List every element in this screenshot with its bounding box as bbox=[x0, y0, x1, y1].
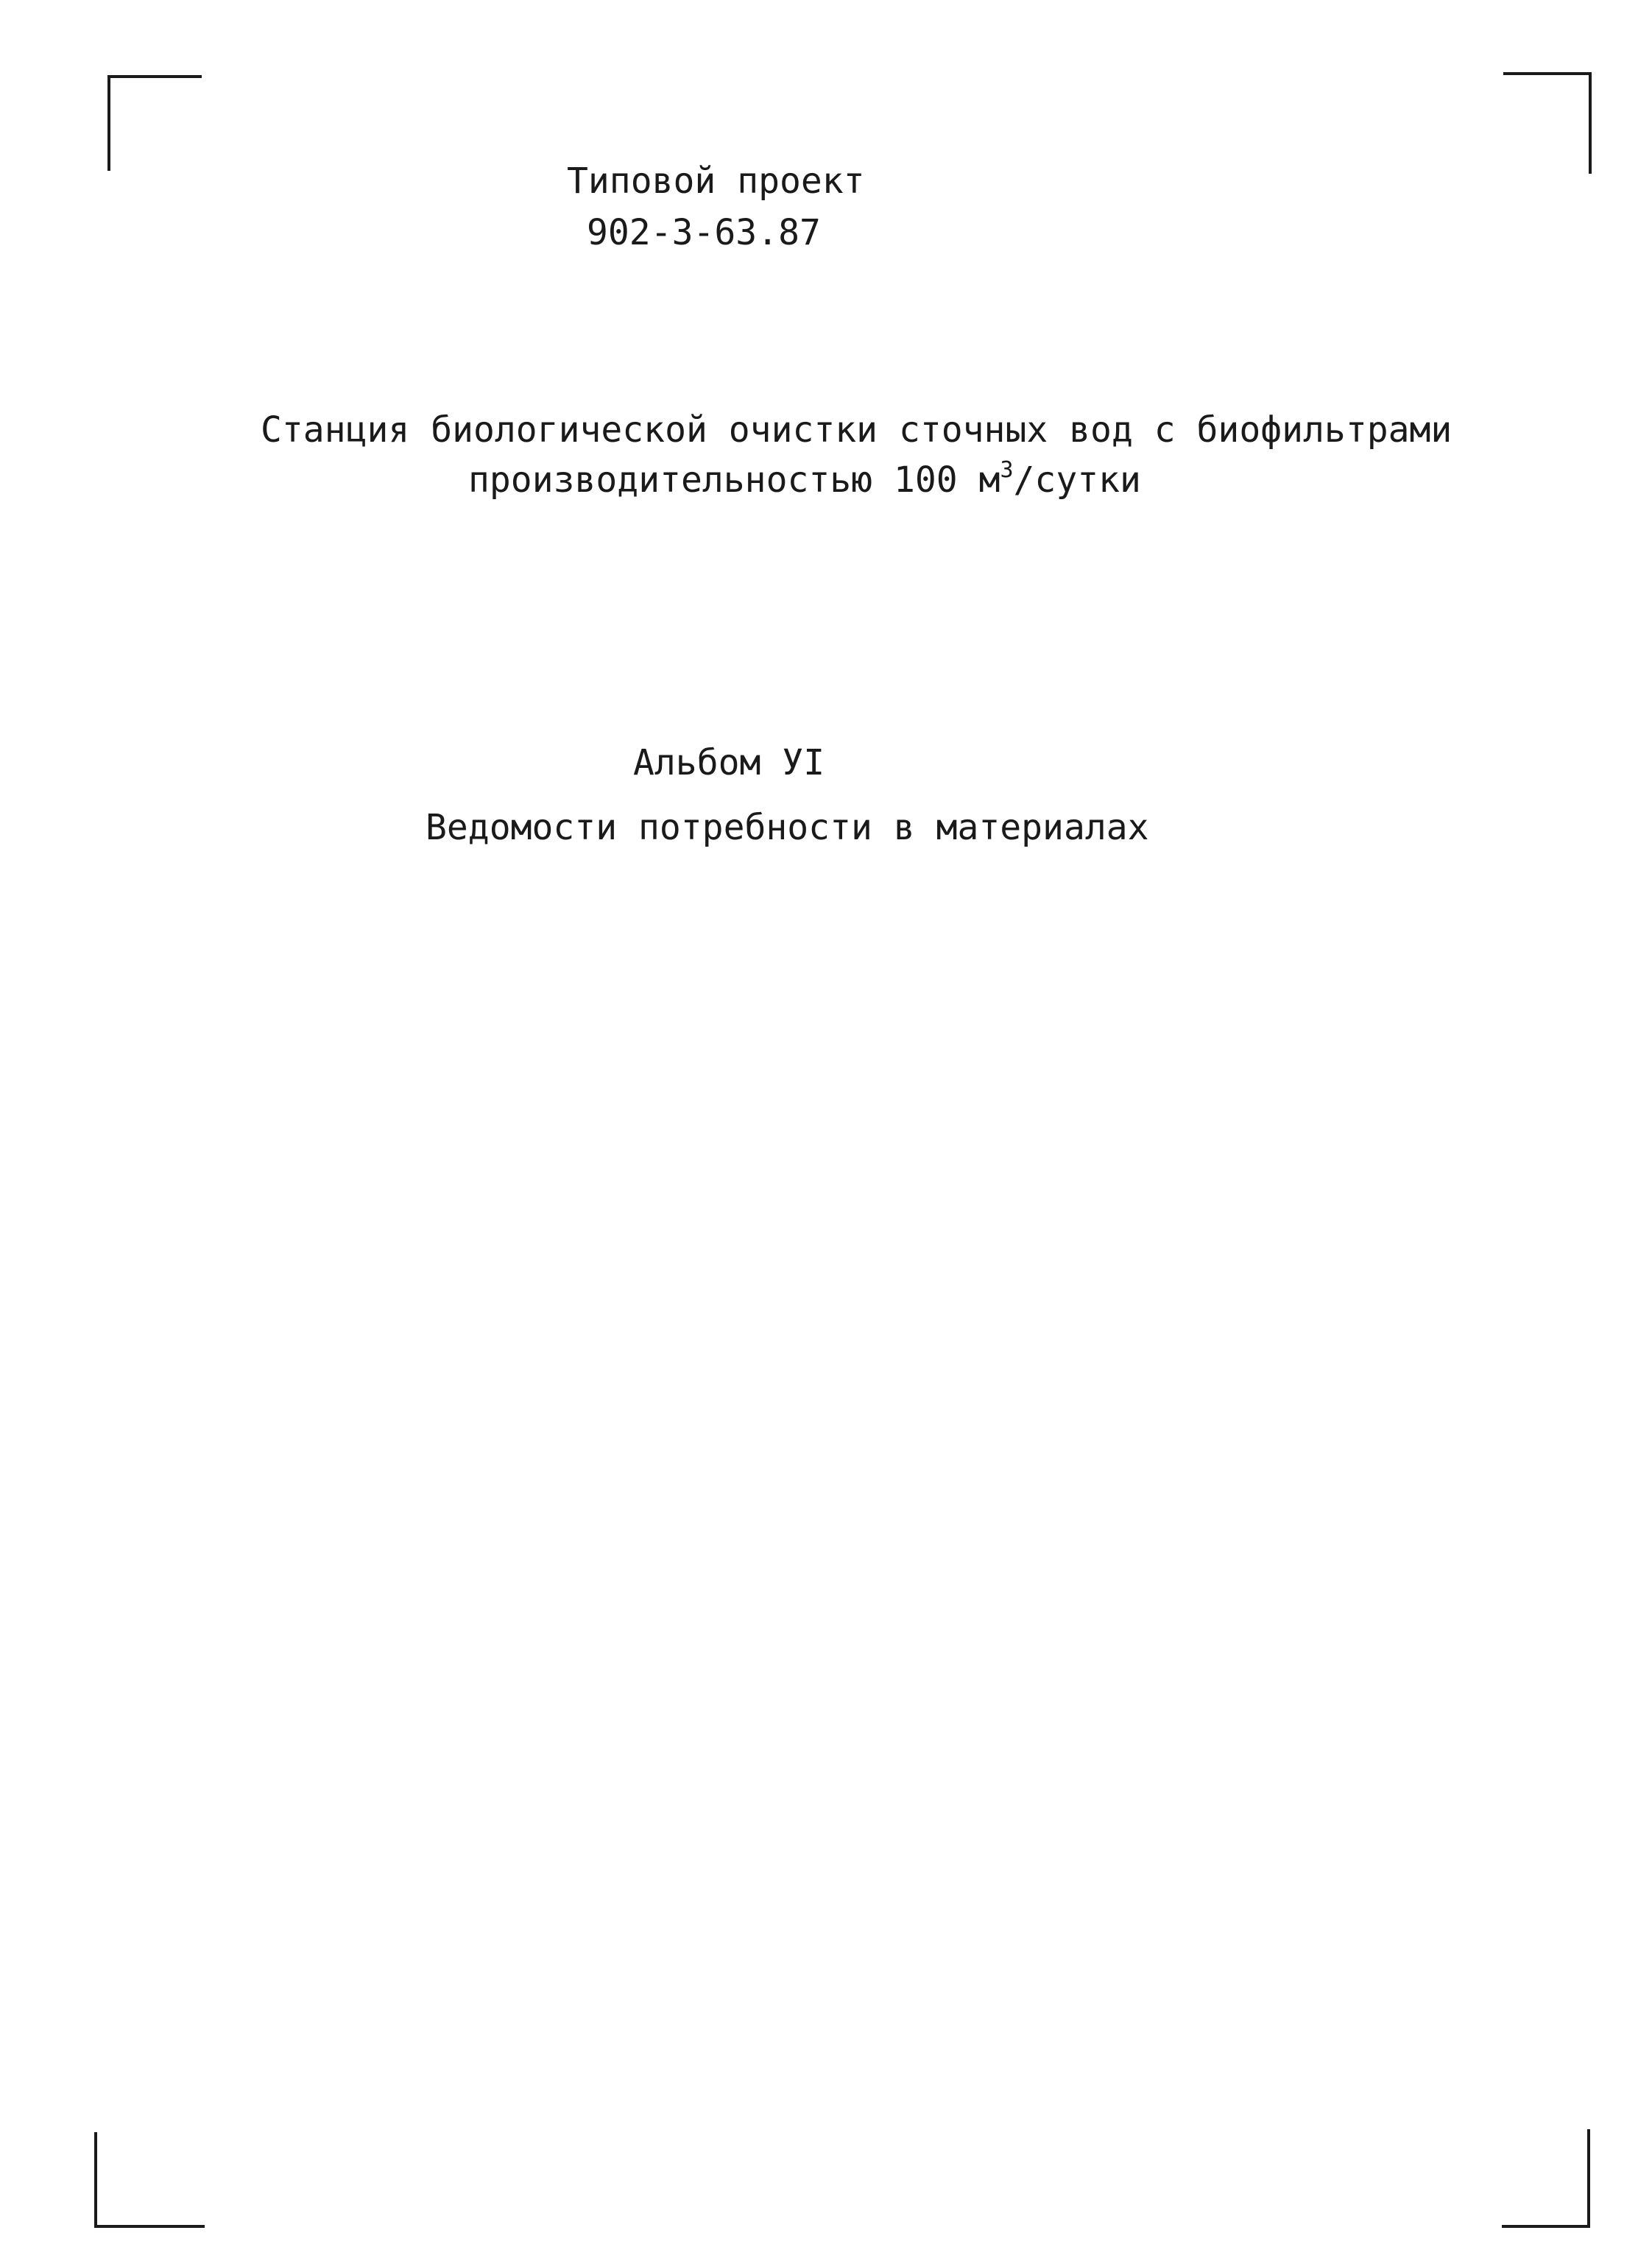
document-title-line-1: Станция биологической очистки сточных вод с биофильтрами bbox=[261, 409, 1452, 451]
corner-mark-bottom-left bbox=[94, 2132, 205, 2228]
title-unit-suffix: /сутки bbox=[1013, 459, 1141, 501]
corner-mark-top-left bbox=[107, 75, 202, 171]
project-type: Типовой проект bbox=[567, 161, 865, 202]
document-title-line-2 bbox=[468, 457, 1141, 501]
corner-mark-top-right bbox=[1503, 72, 1592, 174]
album-label: Альбом УI bbox=[633, 742, 825, 783]
title-unit-exponent: 3 bbox=[1000, 457, 1014, 483]
project-number: 902-3-63.87 bbox=[587, 212, 821, 253]
title-capacity-text: производительностью 100 м bbox=[468, 459, 1000, 501]
corner-mark-bottom-right bbox=[1502, 2129, 1590, 2228]
album-subtitle: Ведомости потребности в материалах bbox=[426, 807, 1149, 848]
